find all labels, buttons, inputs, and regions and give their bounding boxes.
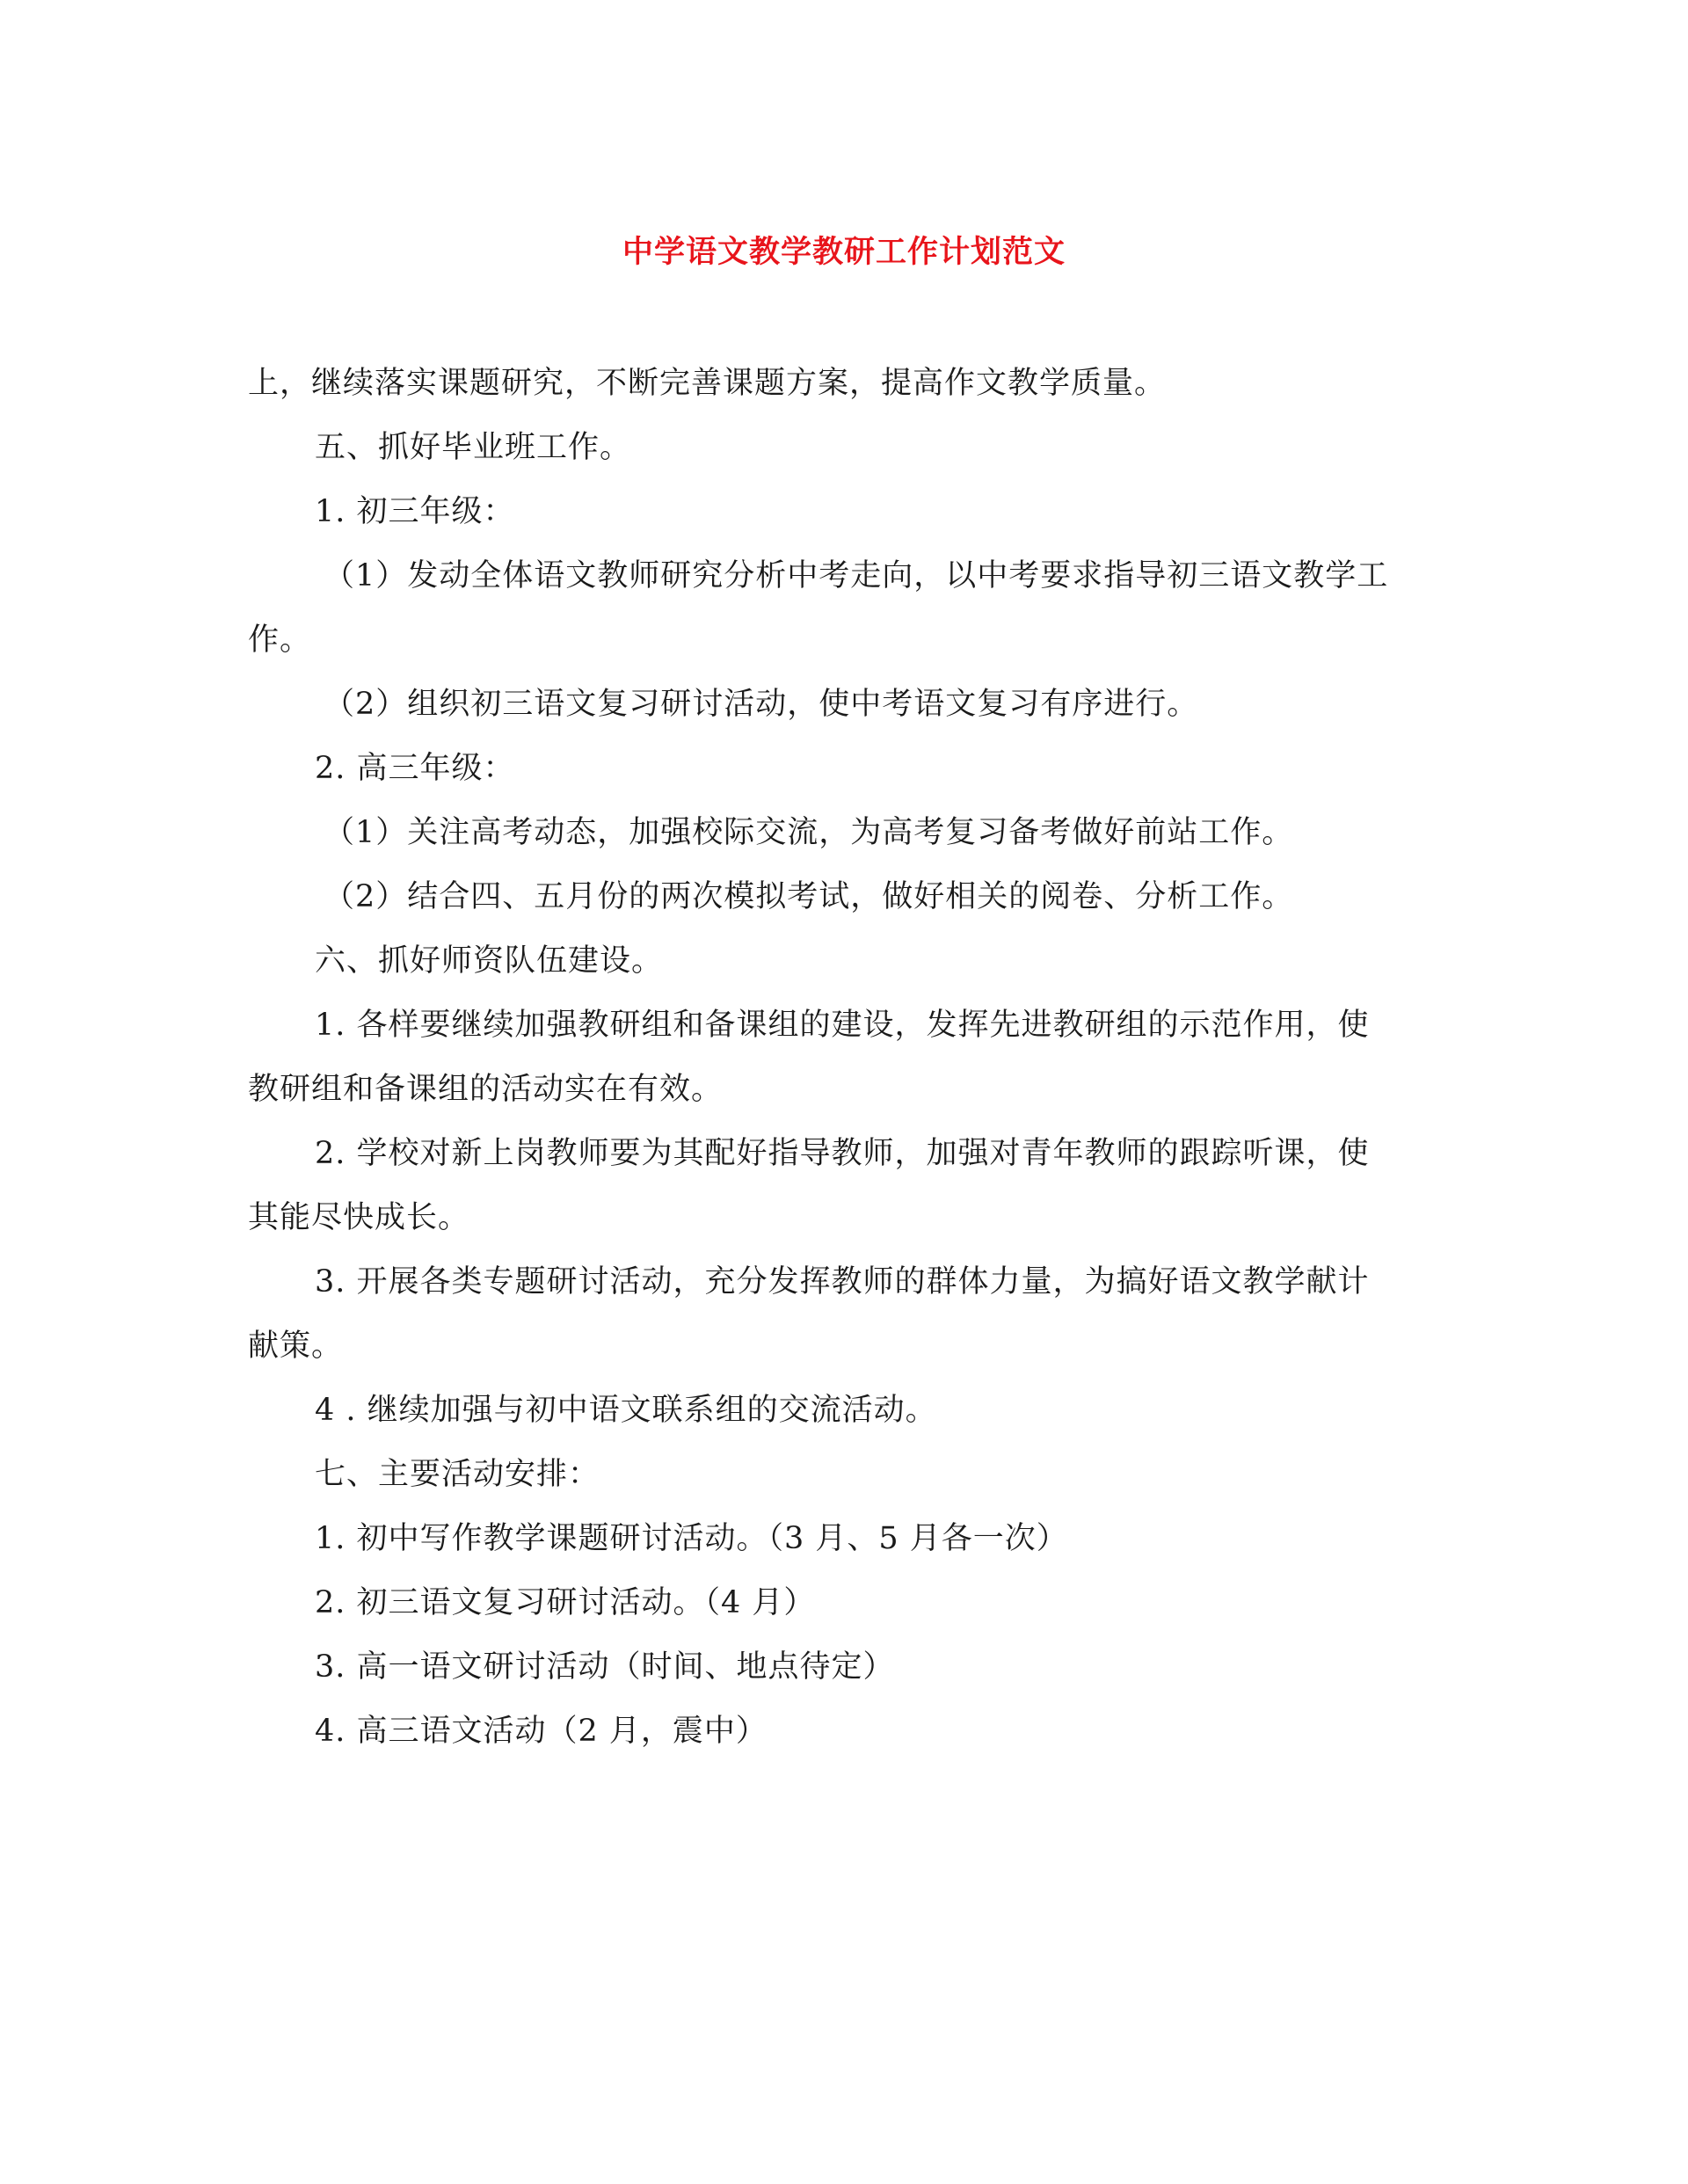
text-line: 2. 初三语文复习研讨活动。（4 月）: [315, 1585, 816, 1620]
section-heading-7: 七、主要活动安排：: [315, 1457, 600, 1492]
text-line: 献策。: [248, 1329, 344, 1364]
text-line: 2. 学校对新上岗教师要为其配好指导教师，加强对青年教师的跟踪听课，使: [315, 1136, 1370, 1171]
text-line: （2）结合四、五月份的两次模拟考试，做好相关的阅卷、分析工作。: [324, 879, 1294, 914]
text-line: 教研组和备课组的活动实在有效。: [248, 1072, 724, 1107]
text-line: 其能尽快成长。: [248, 1200, 470, 1235]
section-heading-6: 六、抓好师资队伍建设。: [315, 943, 664, 979]
text-line: 1. 初中写作教学课题研讨活动。（3 月、5 月各一次）: [315, 1521, 1068, 1556]
document-title: 中学语文教学教研工作计划范文: [622, 235, 1066, 270]
text-line: 2. 高三年级：: [315, 751, 515, 786]
document-body: [248, 352, 1426, 1764]
text-line: 3. 开展各类专题研讨活动，充分发挥教师的群体力量，为搞好语文教学献计: [315, 1264, 1370, 1299]
text-line: （1）关注高考动态，加强校际交流，为高考复习备考做好前站工作。: [324, 815, 1294, 850]
section-heading-5: 五、抓好毕业班工作。: [315, 430, 632, 465]
text-line: （2）组织初三语文复习研讨活动，使中考语文复习有序进行。: [324, 687, 1199, 722]
text-line: 1. 各样要继续加强教研组和备课组的建设，发挥先进教研组的示范作用，使: [315, 1008, 1370, 1043]
text-line: 4 . 继续加强与初中语文联系组的交流活动。: [315, 1393, 937, 1428]
text-line: 上，继续落实课题研究，不断完善课题方案，提高作文教学质量。: [248, 366, 1167, 401]
text-line: 3. 高一语文研讨活动（时间、地点待定）: [315, 1649, 895, 1685]
text-line: （1）发动全体语文教师研究分析中考走向，以中考要求指导初三语文教学工: [324, 558, 1389, 593]
text-line: 4. 高三语文活动（2 月，震中）: [315, 1714, 768, 1749]
text-line: 1. 初三年级：: [315, 494, 515, 529]
text-line: 作。: [248, 622, 312, 658]
